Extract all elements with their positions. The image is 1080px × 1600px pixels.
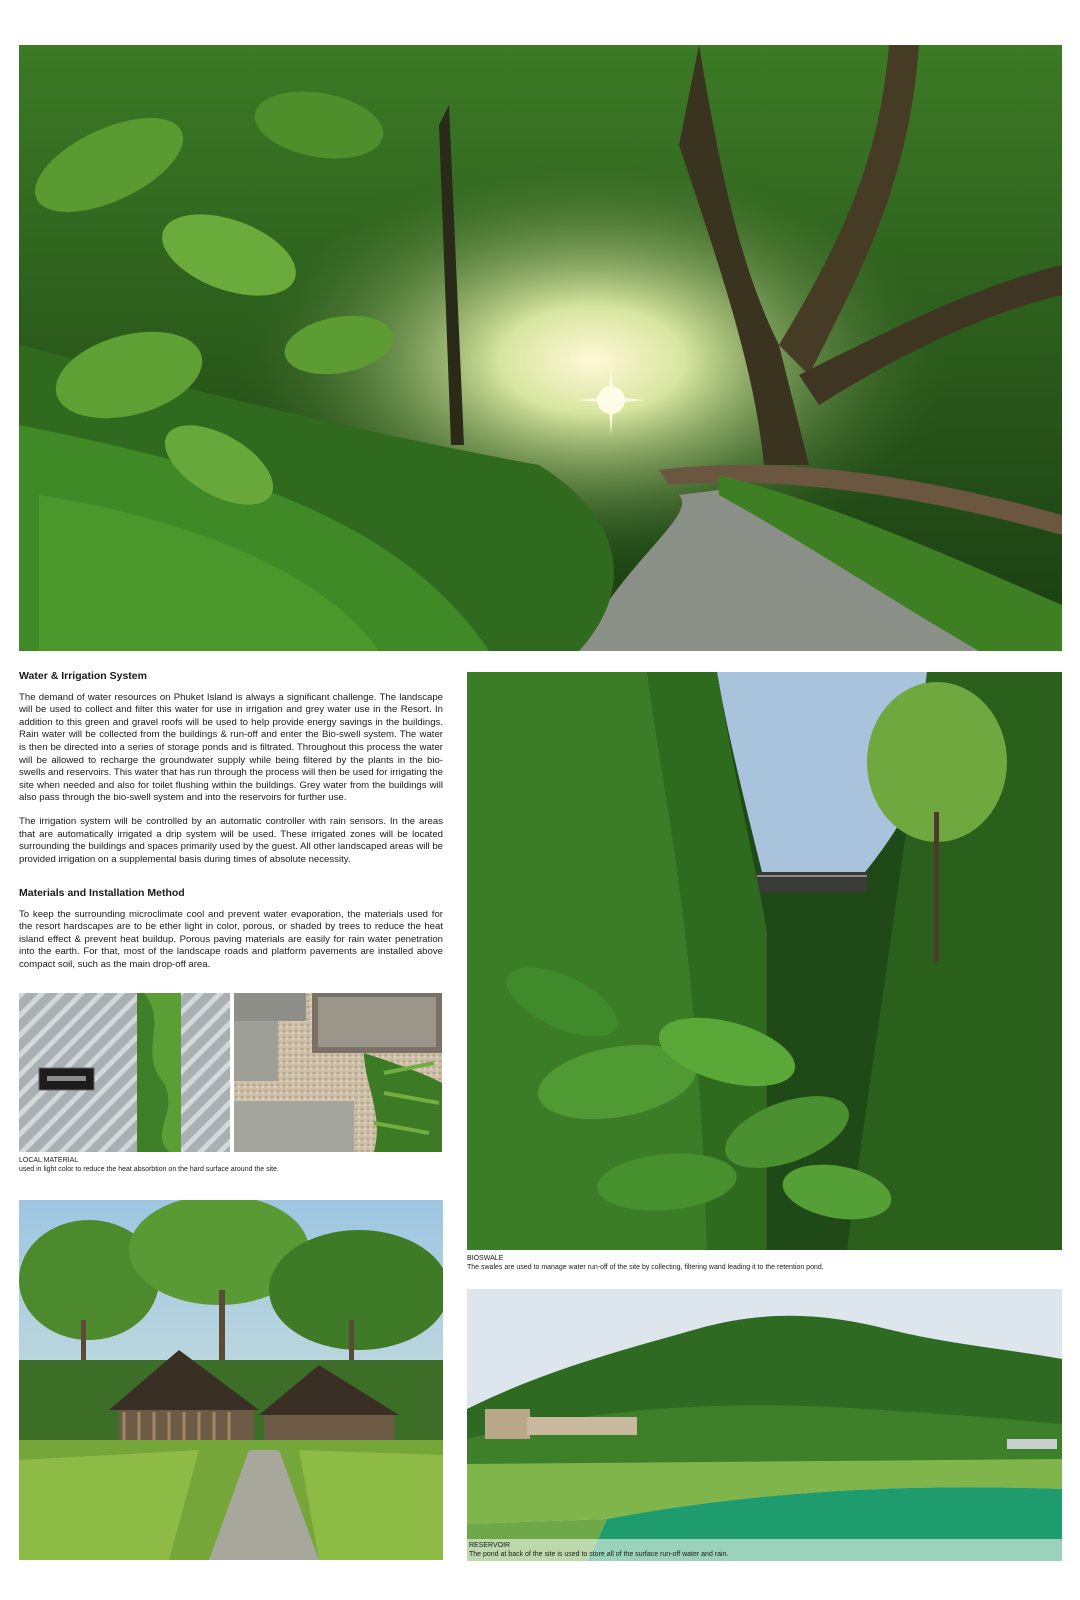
reservoir-photo — [467, 1289, 1062, 1561]
caption-title: RESERVOIR — [469, 1542, 511, 1549]
louvered-wall-photo — [19, 993, 230, 1152]
bioswale-caption — [467, 1254, 1062, 1272]
caption-text: used in light color to reduce the heat absorbtion on the hard surface around the site. — [19, 1166, 279, 1173]
caption-text: The swales are used to manage water run-off of the site by collecting, filtering wand leading it to the retention pond. — [467, 1264, 824, 1271]
pavilion-photo — [19, 1200, 443, 1560]
body-paragraph: The demand of water resources on Phuket Island is always a significant challenge. The landscape will be used to collect and filter this water for use in irrigation and grey water use in the Resort. In addition to this green and gravel roofs will be used to help provide energy savings in the buildings. Rain water will be collected from the buildings & run-off and enter the Bio-swell system. The water is then be directed into a series of storage ponds and is filtrated. Throughout this process the water will be allowed to recharge the groundwater supply while being filtered by the plants in the bio-swells and reservoirs. This water that has run through the process will then be used for irrigating the site when needed and also for toilet flushing within the buildings. Grey water from the buildings will also pass through the bio-swell system and into the reservoirs for further use. — [19, 691, 443, 804]
body-paragraph: To keep the surrounding microclimate cool and prevent water evaporation, the materials used for the resort hardscapes are to be ether light in color, porous, or shaded by trees to reduce the heat island effect & prevent heat buildup. Porous paving materials are easily for rain water penetration into the earth. For that, most of the landscape roads and platform pavements are installed above compact soil, such as the main drop-off area. — [19, 908, 443, 970]
section-heading: Materials and Installation Method — [19, 887, 185, 899]
body-paragraph: The irrigation system will be controlled by an automatic controller with rain sensors. In the areas that are automatically irrigated a drip system will be used. These irrigated zones will be located surrounding the buildings and spaces primarily used by the guest. All other landscaped areas will be provided irrigation on a supplemental basis during times of absolute necessity. — [19, 815, 443, 865]
caption-title: BIOSWALE — [467, 1255, 504, 1262]
section-heading: Water & Irrigation System — [19, 670, 147, 682]
local-material-caption — [19, 1156, 443, 1174]
caption-text: The pond at back of the site is used to store all of the surface run-off water and rain. — [469, 1551, 729, 1558]
garden-path-photo — [19, 45, 1062, 651]
caption-title: LOCAL MATERIAL — [19, 1157, 79, 1164]
materials-section — [19, 887, 443, 983]
paving-stone-photo — [234, 993, 442, 1152]
bioswale-photo — [467, 672, 1062, 1250]
reservoir-caption — [467, 1539, 1062, 1562]
water-irrigation-section — [19, 670, 443, 877]
